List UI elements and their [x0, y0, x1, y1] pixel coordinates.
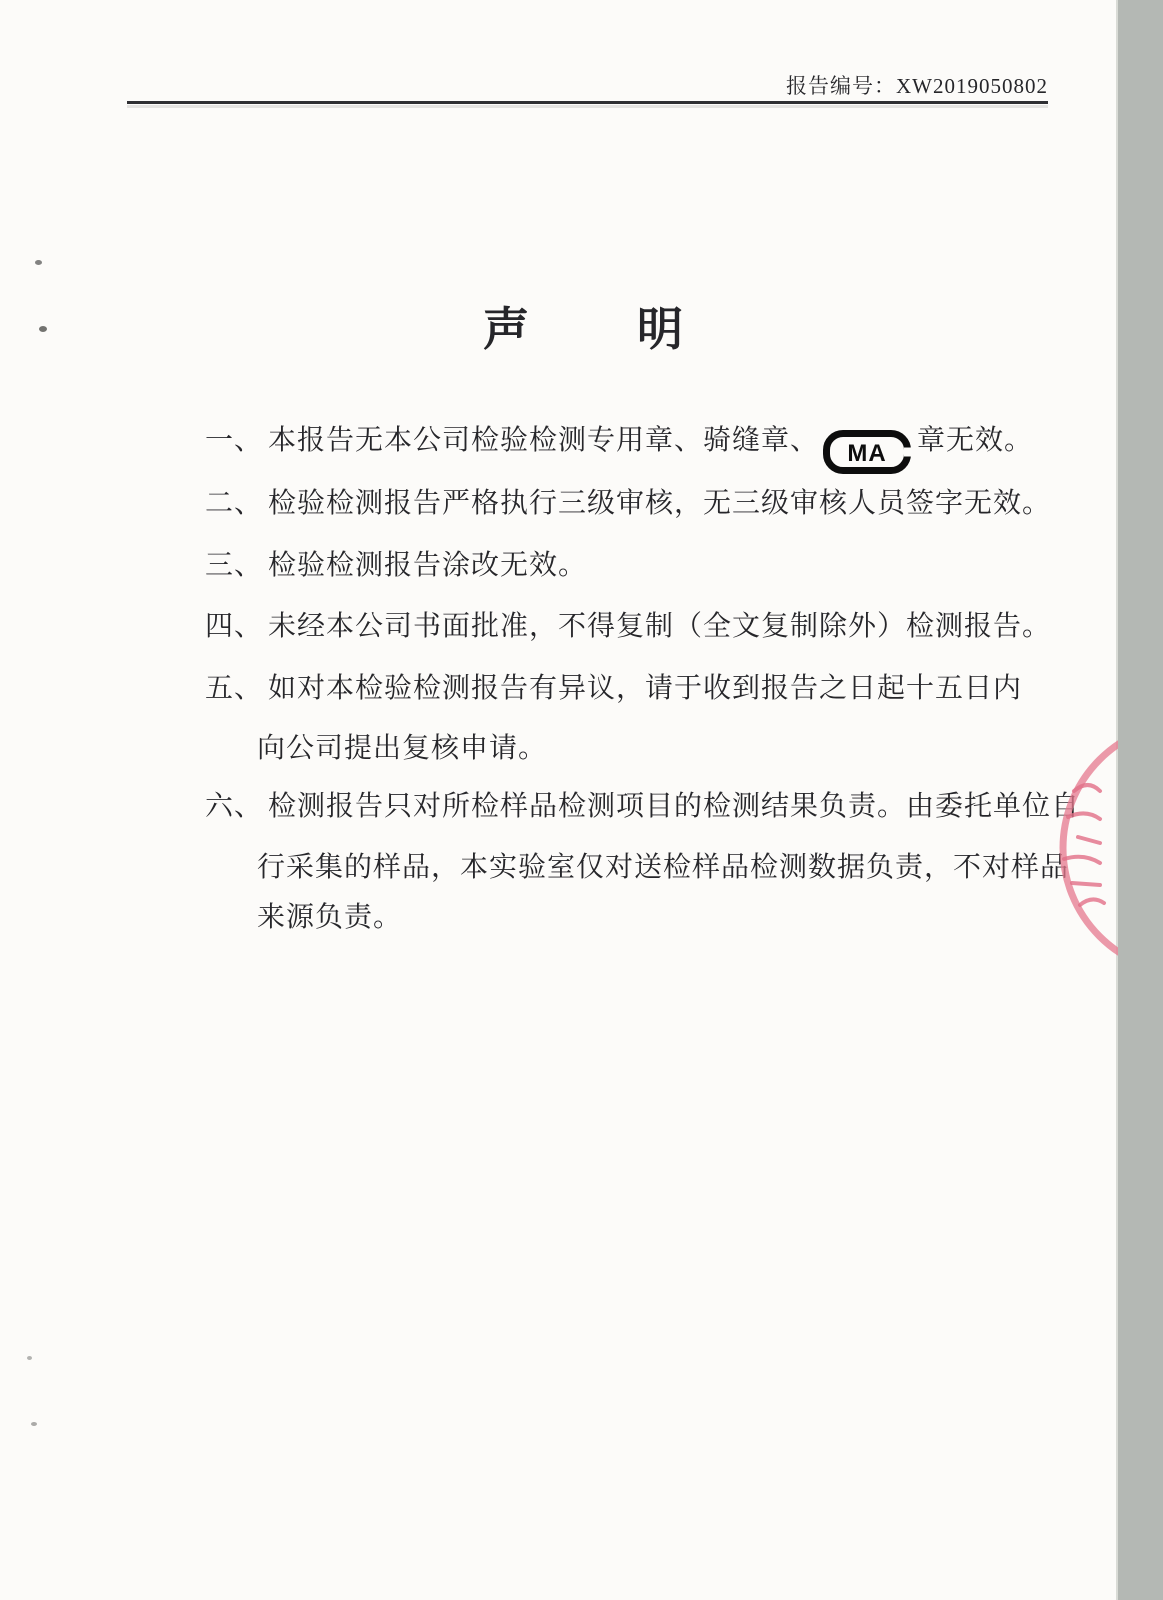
item-3-text: 检验检测报告涂改无效。	[268, 550, 588, 581]
report-number-value: XW2019050802	[896, 74, 1048, 98]
header-rule	[127, 101, 1048, 104]
statement-item-2	[205, 481, 1051, 521]
report-number-label: 报告编号：	[786, 74, 896, 98]
statement-item-6-line-2	[257, 845, 1069, 885]
item-6-text-line-3: 来源负责。	[257, 902, 403, 933]
item-1-text-post: 章无效。	[917, 425, 1034, 456]
item-5-number: 五、	[205, 673, 264, 704]
item-3-number: 三、	[205, 550, 264, 581]
item-6-text-line-2: 行采集的样品，本实验室仅对送检样品检测数据负责，不对样品	[257, 852, 1070, 883]
item-4-number: 四、	[205, 611, 264, 642]
title-char-left: 声	[483, 304, 529, 355]
cma-mark-letters: MA	[847, 440, 887, 467]
item-2-number: 二、	[205, 488, 264, 519]
report-number	[0, 70, 1048, 100]
item-2-text: 检验检测报告严格执行三级审核，无三级审核人员签字无效。	[268, 488, 1052, 519]
statement-item-4	[205, 604, 1051, 644]
scan-speck	[35, 260, 42, 265]
item-4-text: 未经本公司书面批准，不得复制（全文复制除外）检测报告。	[268, 611, 1052, 642]
title-char-right: 明	[637, 304, 683, 355]
scan-speck	[31, 1422, 37, 1426]
statement-item-6-line-1	[205, 784, 1080, 824]
statement-item-5-line-1	[205, 666, 1022, 706]
statement-item-1	[205, 418, 1033, 474]
statement-item-3	[205, 543, 587, 583]
page-title	[483, 293, 683, 359]
statement-item-5-line-2	[257, 726, 547, 766]
item-6-text-line-1: 检测报告只对所检样品检测项目的检测结果负责。由委托单位自	[268, 791, 1081, 822]
item-5-text-line-2: 向公司提出复核申请。	[257, 733, 548, 764]
statement-item-6-line-3	[257, 895, 402, 935]
item-5-text-line-1: 如对本检验检测报告有异议，请于收到报告之日起十五日内	[268, 673, 1023, 704]
item-1-text-pre: 本报告无本公司检验检测专用章、骑缝章、	[268, 425, 820, 456]
scan-speck	[27, 1356, 32, 1360]
item-1-number: 一、	[205, 425, 264, 456]
cma-mark-icon	[823, 430, 911, 474]
scanner-edge-strip	[1116, 0, 1163, 1600]
scan-speck	[39, 326, 47, 332]
item-6-number: 六、	[205, 791, 264, 822]
